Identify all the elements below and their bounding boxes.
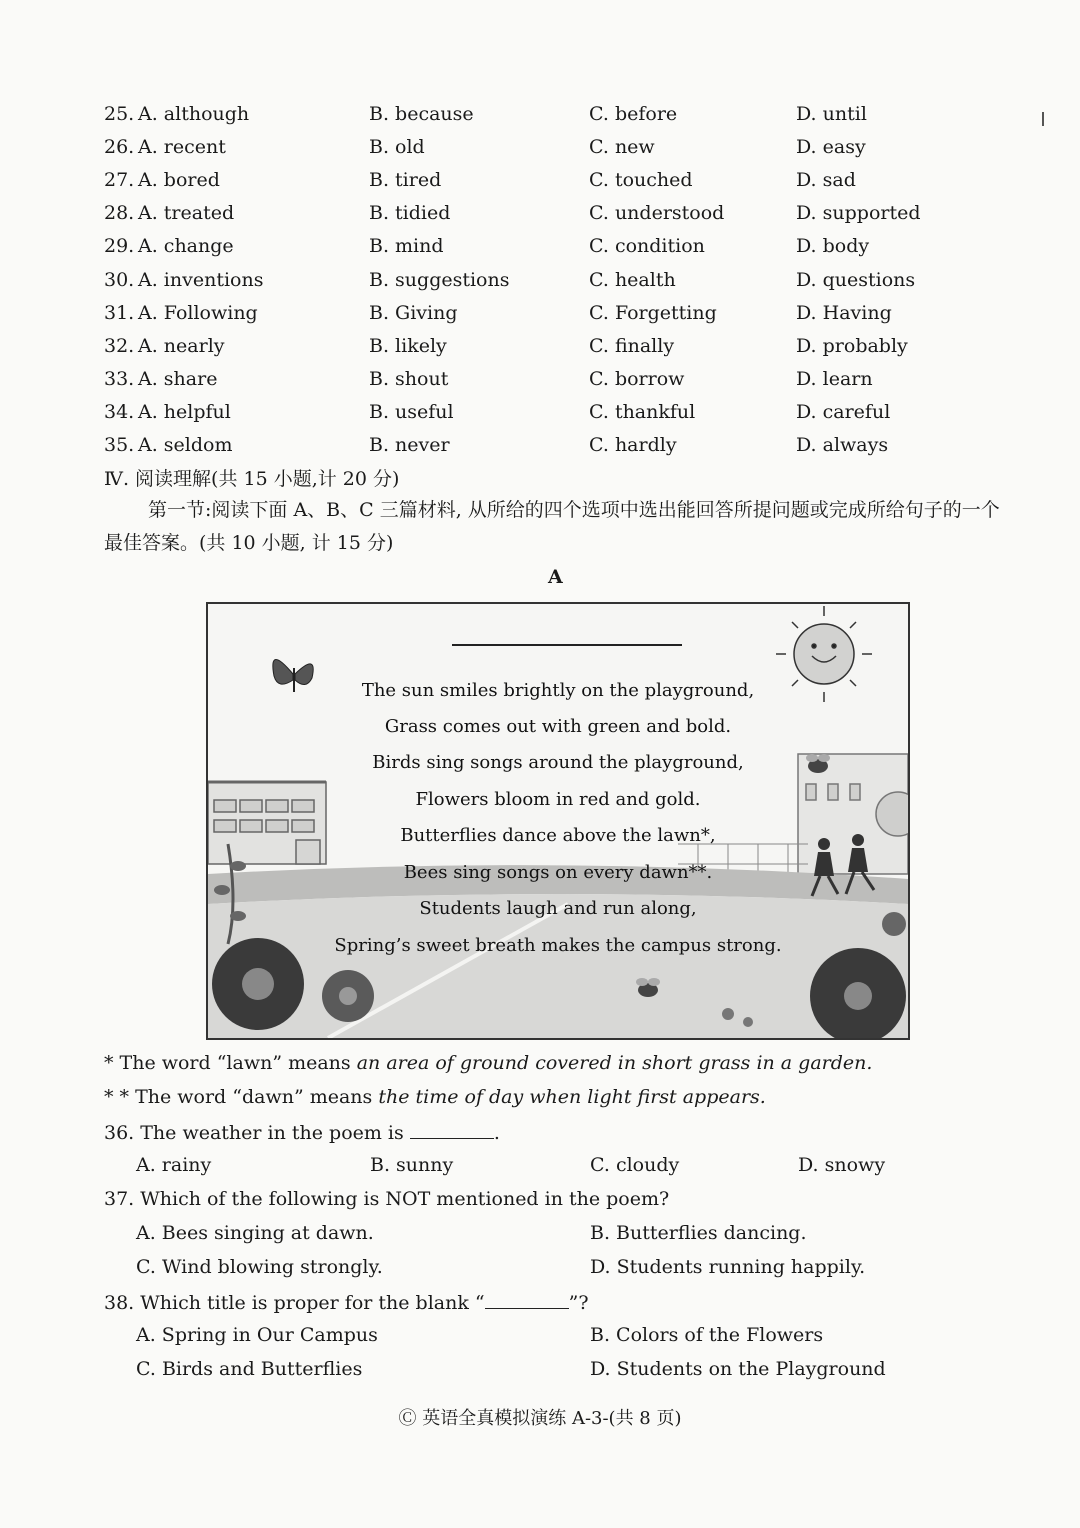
question-37: 37. Which of the following is NOT mentioned in the poem? <box>104 1188 670 1210</box>
choice-b: B. never <box>369 434 450 456</box>
question-38 <box>104 1290 589 1314</box>
choice-a: A. share <box>138 367 218 390</box>
section-title: Ⅳ. 阅读理解(共 15 小题,计 20 分) <box>104 468 400 490</box>
choice-c: C. thankful <box>589 400 696 423</box>
poem-title-blank <box>452 644 682 646</box>
choice-b: B. Giving <box>369 301 458 324</box>
option-row <box>104 269 984 302</box>
footnote-prefix: * * The word “dawn” means <box>104 1086 379 1108</box>
choice-c: C. new <box>589 136 655 159</box>
choice-a: A. helpful <box>138 400 231 423</box>
poem-line: Students laugh and run along, <box>419 898 697 919</box>
footnote-lawn <box>104 1052 872 1074</box>
question-number: 32. <box>104 334 135 357</box>
choice-b: B. mind <box>369 235 444 258</box>
question-stem: 38. Which title is proper for the blank “ <box>104 1292 485 1314</box>
option-row <box>104 202 984 235</box>
poem-line: Butterflies dance above the lawn*, <box>400 825 716 846</box>
option-row <box>104 169 984 202</box>
choice-d: D. until <box>796 103 867 125</box>
choice-b: B. old <box>369 136 425 159</box>
choice-d: D. always <box>796 434 889 456</box>
choice-a: A. treated <box>138 202 235 225</box>
choice-c: C. hardly <box>589 434 677 456</box>
choice-c: C. touched <box>589 169 693 192</box>
footnote-dawn <box>104 1086 766 1108</box>
question-number: 27. <box>104 169 135 192</box>
choice-a: A. rainy <box>136 1154 212 1176</box>
choice-b: B. Colors of the Flowers <box>590 1324 824 1346</box>
option-row <box>104 136 984 169</box>
choice-c: C. cloudy <box>590 1154 680 1176</box>
choice-a: A. change <box>138 235 234 258</box>
choice-c: C. health <box>589 268 676 291</box>
choice-a: A. Following <box>138 301 258 324</box>
poem-line: Birds sing songs around the playground, <box>372 752 744 773</box>
choice-b: B. likely <box>369 334 447 357</box>
choice-c: C. understood <box>589 202 725 225</box>
choice-c: C. finally <box>589 334 675 357</box>
option-row <box>104 103 984 136</box>
option-row <box>104 434 984 467</box>
question-number: 33. <box>104 367 135 390</box>
choice-a: A. bored <box>138 169 220 192</box>
poem-line: Spring’s sweet breath makes the campus strong. <box>334 935 782 956</box>
edge-mark <box>1042 112 1044 126</box>
question-36 <box>104 1120 500 1144</box>
choice-d: D. easy <box>796 136 866 159</box>
choice-a: A. although <box>138 103 250 125</box>
poem-line: Flowers bloom in red and gold. <box>415 789 701 810</box>
poem-background-art <box>208 604 908 1038</box>
choice-a: A. inventions <box>138 268 264 291</box>
question-number: 25. <box>104 103 135 125</box>
choice-d: D. Having <box>796 301 892 324</box>
footnote-definition: an area of ground covered in short grass in a garden. <box>356 1052 873 1074</box>
choice-d: D. sad <box>796 169 856 192</box>
choice-d: D. snowy <box>798 1154 886 1176</box>
question-number: 26. <box>104 136 135 159</box>
option-row <box>104 335 984 368</box>
choice-b: B. Butterflies dancing. <box>590 1222 807 1244</box>
question-number: 30. <box>104 268 135 291</box>
question-number: 31. <box>104 301 135 324</box>
choice-b: B. shout <box>369 367 449 390</box>
choice-b: B. tidied <box>369 202 451 225</box>
choice-d: D. learn <box>796 367 873 390</box>
choice-a: A. recent <box>138 136 226 159</box>
choice-d: D. Students on the Playground <box>590 1358 886 1380</box>
footnote-prefix: * The word “lawn” means <box>104 1052 357 1074</box>
choice-c: C. Forgetting <box>589 301 717 324</box>
choice-b: B. sunny <box>370 1154 454 1176</box>
choice-b: B. tired <box>369 169 442 192</box>
choice-a: A. Bees singing at dawn. <box>136 1222 374 1244</box>
passage-label: A <box>548 566 563 588</box>
option-row <box>104 368 984 401</box>
question-number: 29. <box>104 235 135 258</box>
question-stem-end: ”? <box>568 1292 589 1314</box>
choice-d: D. careful <box>796 400 891 423</box>
page-footer: Ⓒ 英语全真模拟演练 A-3-(共 8 页) <box>398 1408 682 1429</box>
answer-blank <box>485 1290 569 1309</box>
choice-b: B. useful <box>369 400 454 423</box>
choice-d: D. body <box>796 235 870 258</box>
choice-c: C. before <box>589 103 678 125</box>
choice-d: D. Students running happily. <box>590 1256 866 1278</box>
poem-line: The sun smiles brightly on the playground, <box>361 680 755 701</box>
choice-c: C. Birds and Butterflies <box>136 1358 363 1380</box>
choice-d: D. supported <box>796 202 921 225</box>
choice-d: D. questions <box>796 268 916 291</box>
question-number: 28. <box>104 202 135 225</box>
choice-a: A. Spring in Our Campus <box>136 1324 378 1346</box>
question-stem-end: . <box>493 1122 500 1144</box>
section-instruction: 第一节:阅读下面 A、B、C 三篇材料, 从所给的四个选项中选出能回答所提问题或完成所给句子的一个最佳答案。(共 10 小题, 计 15 分) <box>104 499 1000 554</box>
choice-b: B. suggestions <box>369 268 510 291</box>
option-row <box>104 235 984 268</box>
choice-d: D. probably <box>796 334 908 357</box>
choice-a: A. seldom <box>138 434 233 456</box>
poem-line: Bees sing songs on every dawn**. <box>403 862 713 883</box>
answer-blank <box>410 1120 494 1139</box>
option-row <box>104 401 984 434</box>
question-stem: 36. The weather in the poem is <box>104 1122 410 1144</box>
poem-line: Grass comes out with green and bold. <box>384 716 732 737</box>
choice-c: C. borrow <box>589 367 685 390</box>
question-number: 35. <box>104 434 135 456</box>
choice-a: A. nearly <box>138 334 225 357</box>
choice-b: B. because <box>369 103 474 125</box>
poem-illustration <box>206 602 910 1040</box>
footnote-definition: the time of day when light first appears. <box>378 1086 766 1108</box>
choice-c: C. condition <box>589 235 705 258</box>
question-number: 34. <box>104 400 135 423</box>
option-row <box>104 302 984 335</box>
choice-c: C. Wind blowing strongly. <box>136 1256 383 1278</box>
